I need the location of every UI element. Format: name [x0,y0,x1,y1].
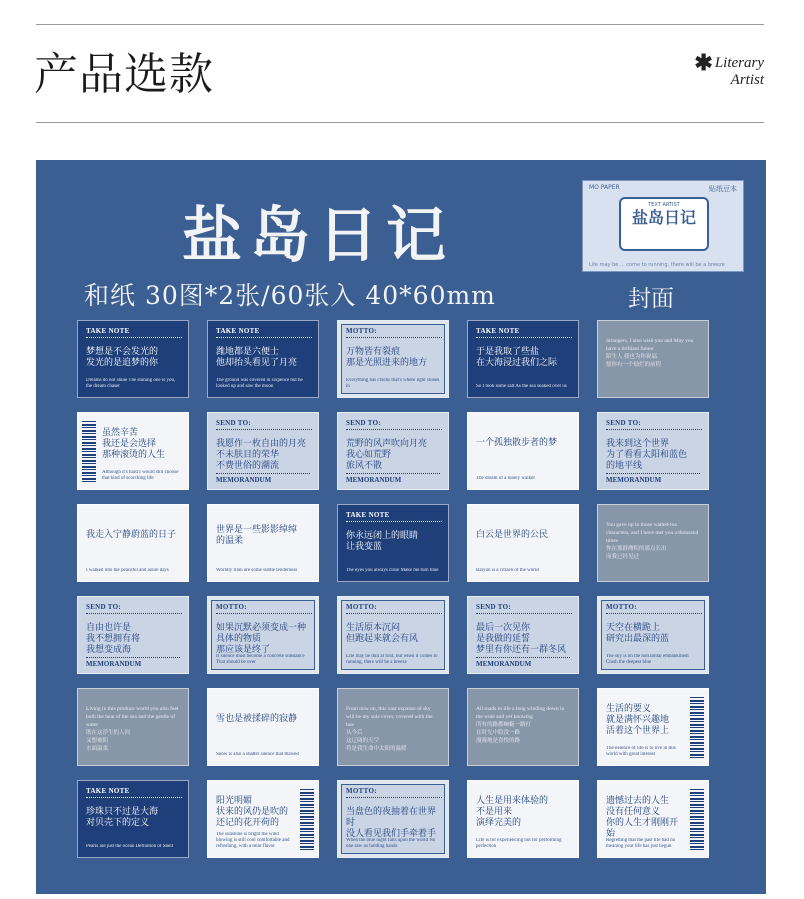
sticker-quote: 潍地都是六便士 他却抬头看见了月亮 [216,347,298,368]
sticker-caption: The eyes you always close Make me turn blue [346,568,439,573]
cover-inner-title: 盐岛日记 [631,208,696,227]
page-heading: 产品选款 [34,49,214,100]
sticker-caption: Pearls are just the ocean Definition of Shell [86,844,174,849]
sticker-quote: 一个孤独散步者的梦 [476,438,558,448]
sticker-header: TAKE NOTE [476,327,572,338]
sticker-footer: MEMORANDUM [476,657,570,668]
product-title: 盐岛日记 [182,201,454,271]
sticker-card[interactable] [597,412,709,490]
sticker-card[interactable] [337,412,449,490]
sticker-footer: MEMORANDUM [606,473,700,484]
sticker-quote: 白云是世界的公民 [476,530,549,540]
sticker-card[interactable] [467,780,579,858]
sticker-card[interactable] [467,504,579,582]
sticker-caption: When the blue night falls upon the world No one saw us holding hands [346,838,436,849]
sticker-footer: MEMORANDUM [216,473,310,484]
sticker-header: SEND TO: [216,419,312,430]
sticker-header: MOTTO: [346,603,442,614]
sticker-quote: 我来到这个世界 为了看看太阳和蓝色 的地平线 [606,439,688,471]
sticker-header: TAKE NOTE [346,511,442,522]
sticker-header: TAKE NOTE [216,327,312,338]
sticker-card[interactable] [207,320,319,398]
sticker-card[interactable] [77,412,189,490]
sticker-caption: Strangers, I also wish you and May you have a brilliant future 陌生人 我也为你祝福 愿你有一个灿烂的前程 [606,338,694,368]
sticker-header: TAKE NOTE [86,327,182,338]
brand-line-1: Literary [714,55,764,71]
sticker-card[interactable] [77,688,189,766]
sticker-header: SEND TO: [606,419,702,430]
sticker-card[interactable] [207,688,319,766]
sticker-caption: Life may be dull at first, but when it comes to running, there will be a breeze [346,654,438,665]
product-panel [36,160,766,894]
sticker-card[interactable] [467,688,579,766]
sticker-quote: 生活原本沉闷 但跑起来就会有风 [346,623,419,644]
sticker-card[interactable] [207,596,319,674]
sticker-header: SEND TO: [346,419,442,430]
sticker-quote: 当盘色的夜抽着在世界时 没人看见我们手牵着手 [346,807,437,839]
sticker-card[interactable] [77,320,189,398]
sticker-quote: 雪也是被揉碎的寂静 [216,714,298,724]
sticker-card[interactable] [337,596,449,674]
sticker-card[interactable] [77,780,189,858]
sticker-caption: Living in this produce world you also feel both the heat of the sea and the gentle of water 既在这浮生的人间 又想被阳 水面温柔 [86,706,179,752]
sticker-caption: The sunshine is bright the wind blowing is still cool comfortable and refreshing, with a mint flavor [216,832,290,849]
sticker-quote: 世界是一些影影绰绰 的温柔 [216,525,298,546]
sticker-card[interactable] [597,320,709,398]
sticker-card[interactable] [337,504,449,582]
sticker-card[interactable] [467,320,579,398]
sticker-caption: Snow is also a shatter silence that thawed [216,752,299,757]
sticker-caption: I walked into the peaceful and azure days [86,568,169,573]
sticker-quote: 人生是用来体验的 不是用来 演绎完美的 [476,796,549,828]
sticker-header: SEND TO: [86,603,182,614]
sticker-footer: MEMORANDUM [346,473,440,484]
sticker-card[interactable] [597,504,709,582]
sticker-caption: The dream of a lonely walker [476,476,536,481]
sticker-quote: 天空在横跪上 研究出最深的蓝 [606,623,670,644]
cover-brand: MO PAPER [589,184,620,191]
sticker-quote: 你永远闭上的眼睛 让我变蓝 [346,531,419,552]
sticker-header: MOTTO: [346,327,442,338]
sticker-quote: 荒野的风声吹向月亮 我心如荒野 旅风不散 [346,439,428,471]
sticker-caption: You gave up in those watted-toa characters, and I have met you a thousand times 你在那群潍积的那点长出 而我已经见过 [606,522,699,560]
sticker-caption: So I took some salt As the sea soaked over us [476,384,567,389]
sticker-caption: From now on, this vast expanse of sky will be my sole cover, covered with the hue 从今后 这辽阔的天空 将是我生命中太阳的温暖 [346,706,433,752]
sticker-card[interactable] [77,504,189,582]
sticker-card[interactable] [77,596,189,674]
sticker-quote: 珍珠只不过是大海 对贝壳下的定义 [86,807,159,828]
sticker-caption: Everything has cracks that's where light shines in [346,378,440,389]
sticker-caption: Worldly train are some subtle tenderness [216,568,298,573]
sticker-caption: Regretting that the past life had no meaning your life has just begun [606,838,676,849]
asterisk-icon: ✱ [694,50,713,75]
sticker-quote: 生活的要义 就是满怀兴趣地 活着这个世界上 [606,704,670,736]
cover-thumbnail[interactable] [582,180,744,272]
sticker-header: MOTTO: [216,603,312,614]
cover-footer: Life may be ... come to running, there will be a breeze [589,262,725,268]
sticker-footer: MEMORANDUM [86,657,180,668]
sticker-caption: Although it's hard I would still choose that kind of scorching life [102,470,179,481]
sticker-quote: 我愿作一枚自由的月亮 不未肤目的荣华 不费世俗的潮流 [216,439,307,471]
sticker-card[interactable] [207,504,319,582]
sticker-quote: 阳光明媚 状来的风仍是吹的 还记的花开荷的 [216,796,289,828]
sticker-quote: 最后一次见你 是我做的延誓 梦里有你还有一群冬风 [476,623,567,655]
sticker-card[interactable] [597,780,709,858]
sticker-card[interactable] [207,412,319,490]
sticker-card[interactable] [597,596,709,674]
sticker-header: TAKE NOTE [86,787,182,798]
top-rule [36,24,764,25]
sticker-caption: Dreams do not shine The shining one is you, the dream chaser [86,378,176,389]
sticker-caption: Baiyun is a citizen of the world [476,568,539,573]
sticker-card[interactable] [467,412,579,490]
sticker-header: MOTTO: [346,787,442,798]
cover-label: 封面 [628,286,674,312]
bottom-rule [36,122,764,123]
cover-label-box [619,197,709,251]
sticker-caption: The essence of life is to live in this world with great interest [606,746,676,757]
sticker-card[interactable] [337,320,449,398]
sticker-caption: All roads in life a long winding down in the wide and yet knowing 所有的路都蜿蜒一路打 在时光中隐没一路 漫漫地是喜悦的路 [476,706,565,744]
sticker-quote: 自由也许是 我不想拥有将 我想变成海 [86,623,141,655]
cover-inner-top: TEXT ARTIST [648,202,680,208]
sticker-caption: The sky is on the horizontal embankment Crash the deepest blue [606,654,689,665]
cover-type: 贴纸豆本 [709,185,737,193]
sticker-card[interactable] [207,780,319,858]
sticker-caption: Life is for experiencing not for performing perfection [476,838,562,849]
sticker-card[interactable] [467,596,579,674]
sticker-quote: 我走入宁静蔚蓝的日子 [86,530,177,540]
sticker-header: MOTTO: [606,603,702,614]
sticker-header: SEND TO: [476,603,572,614]
sticker-card[interactable] [337,688,449,766]
sticker-caption: The ground was covered in sixpence but he looked up and saw the moon [216,378,303,389]
sticker-caption: If silence must become a concrete substance That should be over [216,654,305,665]
brand-mark [694,50,764,89]
sticker-quote: 遗憾过去的人生 没有任何意义 你的人生才刚刚开始 [606,796,679,839]
sticker-card[interactable] [597,688,709,766]
sticker-quote: 如果沉默必须变成一种 具体的物质 那应该是终了 [216,623,307,655]
sticker-quote: 万物皆有裂痕 那是光照进来的地方 [346,347,428,368]
sticker-quote: 于是我取了些盐 在大海浸过我们之际 [476,347,558,368]
sticker-quote: 虽然辛苦 我还是会选择 那种滚烫的人生 [102,428,166,460]
product-subtitle: 和纸 30图*2张/60张入 40*60mm [84,281,496,310]
sticker-card[interactable] [337,780,449,858]
sticker-quote: 梦想是不会发光的 发光的是追梦的你 [86,347,159,368]
brand-line-2: Artist [730,72,764,88]
